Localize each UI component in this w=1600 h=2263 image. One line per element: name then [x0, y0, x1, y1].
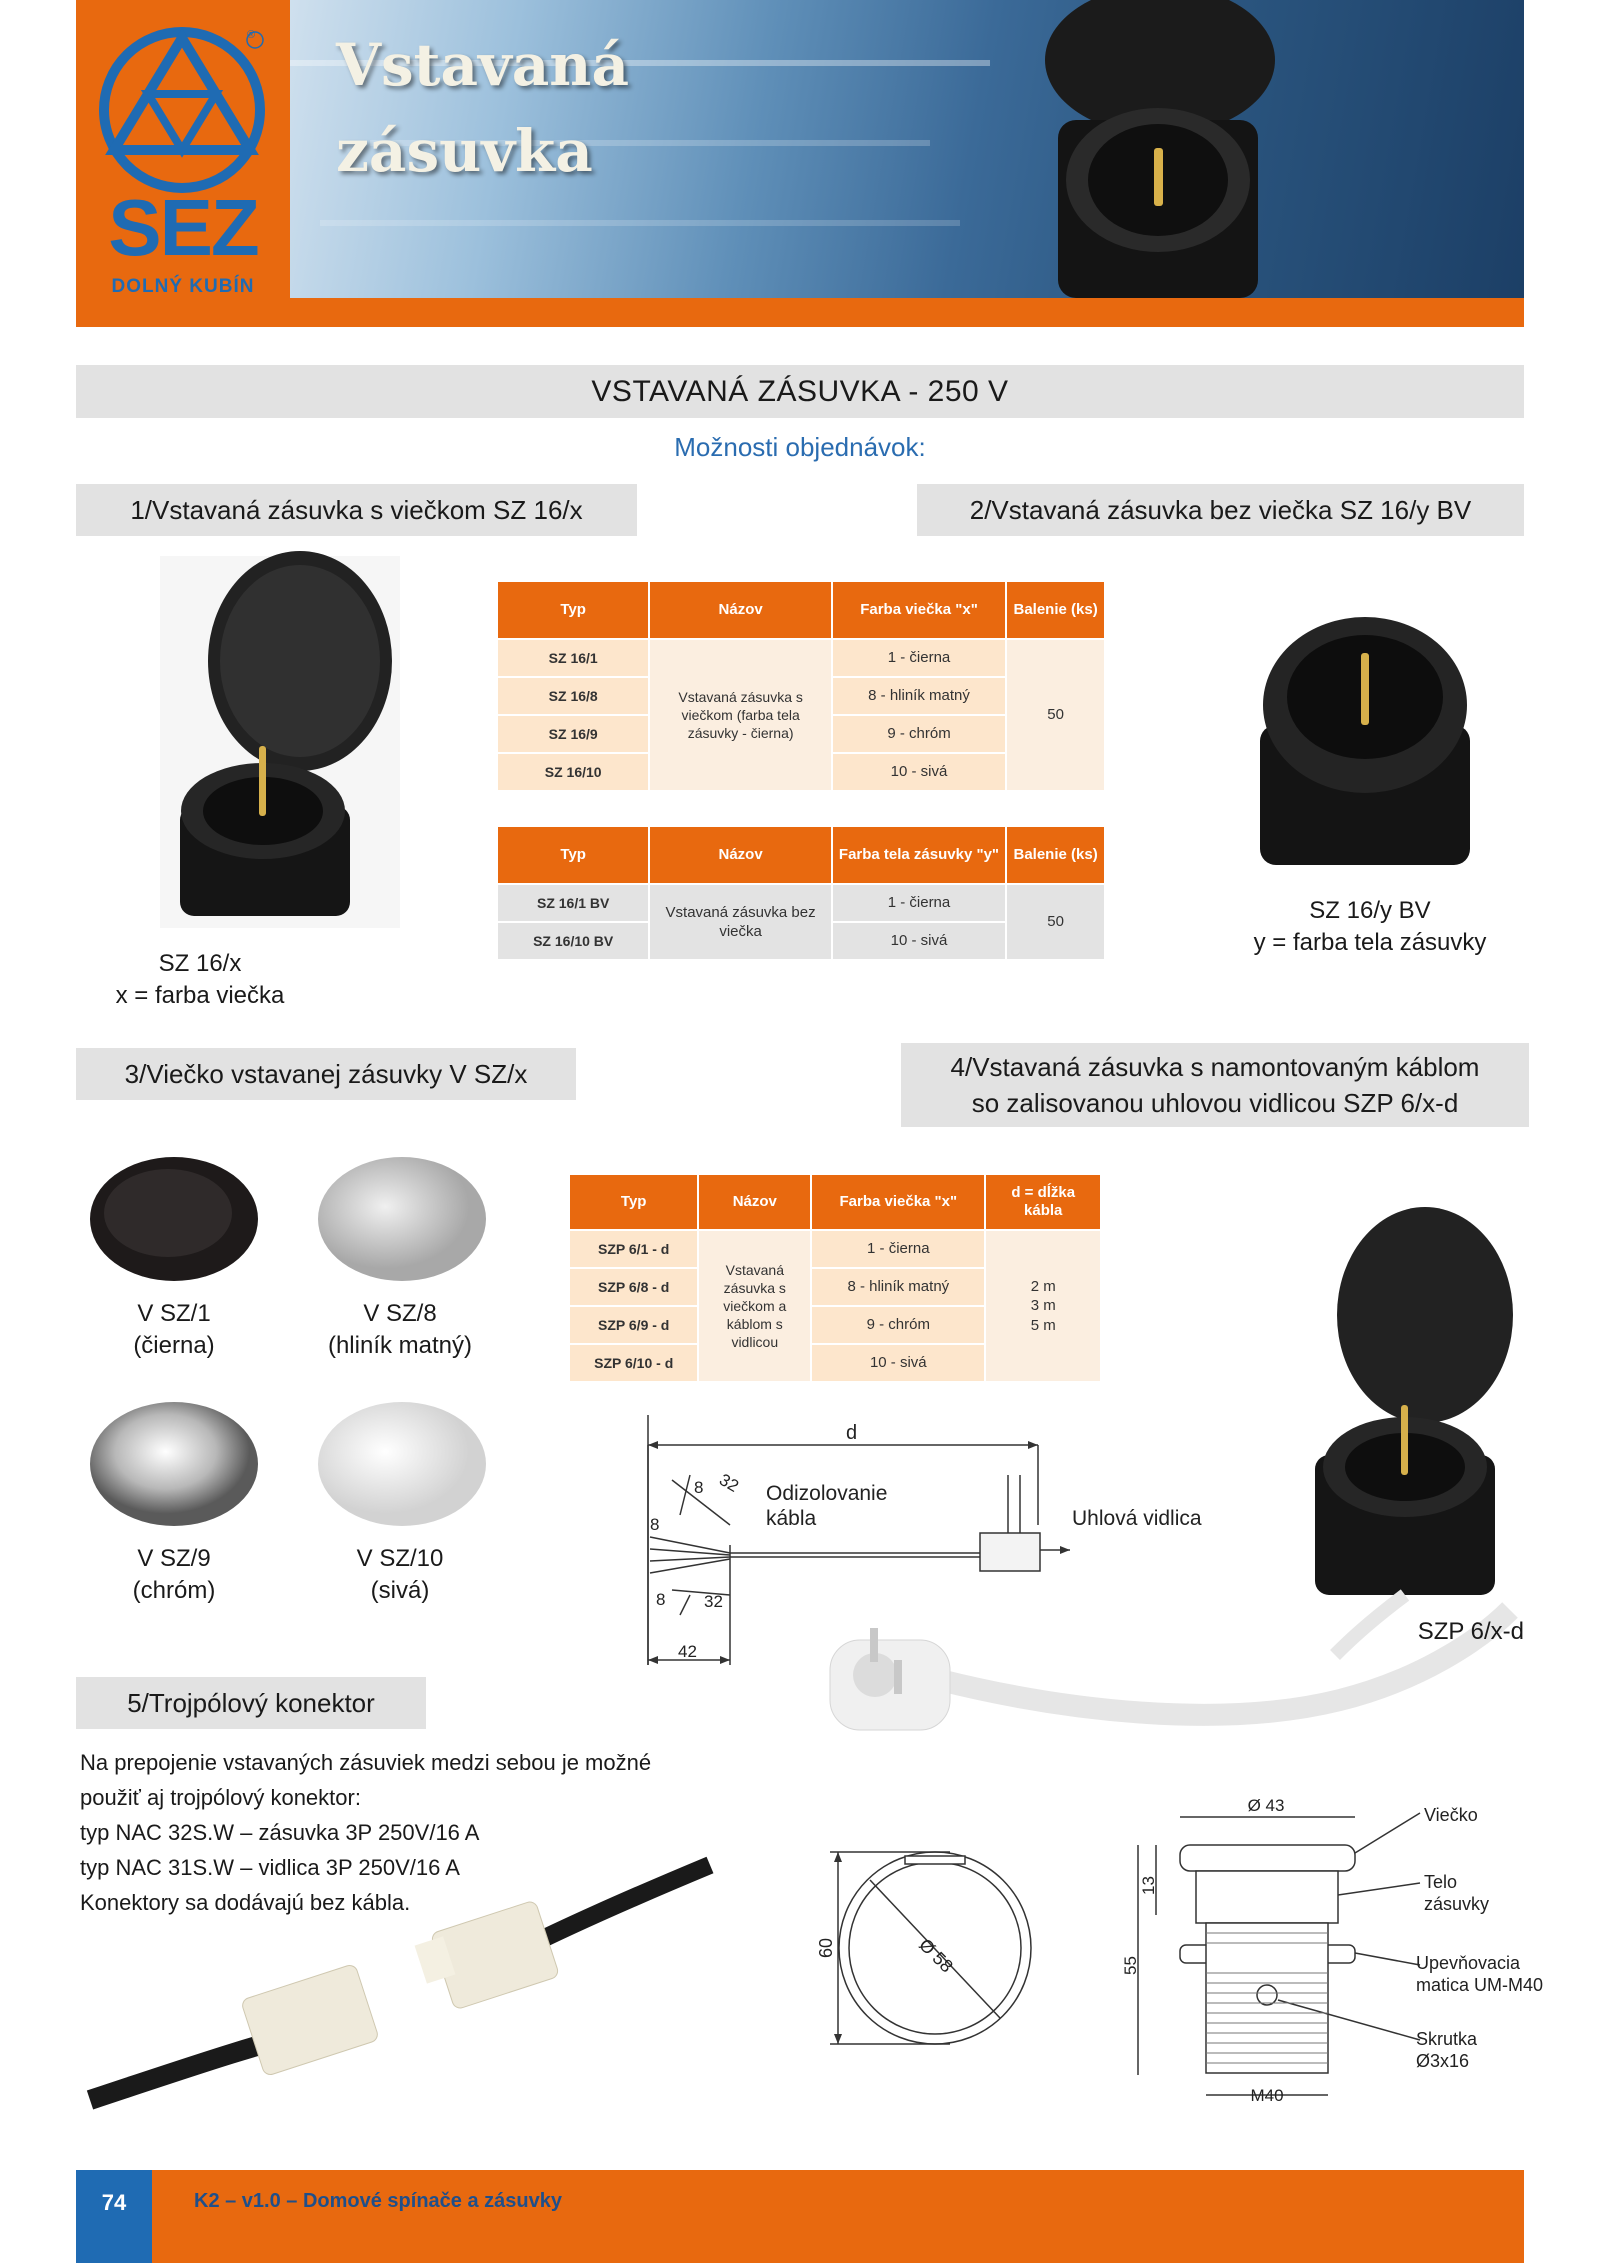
col-header-color: Farba tela zásuvky "y" [832, 826, 1006, 884]
col-header-color: Farba viečka "x" [832, 581, 1006, 639]
label-plug: Uhlová vidlica [1072, 1507, 1202, 1530]
table-cell-name: Vstavaná zásuvka bez viečka [649, 884, 831, 960]
table-cell-color: 1 - čierna [832, 639, 1006, 677]
cap-code: V SZ/1 [137, 1300, 211, 1327]
dim-8-left: 8 [650, 1515, 660, 1534]
brand-logo [76, 0, 290, 298]
cap-grey-photo [316, 1400, 488, 1528]
label-strip: Odizolovanie [766, 1482, 888, 1505]
cap-caption [74, 1543, 274, 1608]
section5-line: Konektory sa dodávajú bez kábla. [80, 1890, 411, 1915]
cap-code: V SZ/10 [356, 1545, 444, 1572]
dim-55: 55 [1121, 1956, 1140, 1975]
table-cell-color: 1 - čierna [832, 884, 1006, 922]
main-title: VSTAVANÁ ZÁSUVKA - 250 V [76, 365, 1524, 418]
section1-caption-desc: x = farba viečka [115, 982, 285, 1010]
table-szp6 [568, 1173, 1102, 1383]
cap-aluminium-photo [316, 1155, 488, 1283]
page-number: 74 [76, 2170, 152, 2263]
table-cell-color: 8 - hliník matný [832, 677, 1006, 715]
table-cell-pack: 50 [1006, 639, 1105, 791]
cap-caption [300, 1543, 500, 1608]
label-screw: Skrutka [1416, 2029, 1478, 2049]
section1-title: 1/Vstavaná zásuvka s viečkom SZ 16/x [76, 484, 637, 536]
table-cell-code: SZ 16/10 [497, 753, 649, 791]
section2-caption [1220, 895, 1520, 960]
col-header-name: Názov [649, 826, 831, 884]
cap-chrome-photo [88, 1400, 260, 1528]
col-header-pack: Balenie (ks) [1006, 826, 1105, 884]
table-cell-code: SZP 6/9 - d [569, 1306, 698, 1344]
label-nut-2: matica UM-M40 [1416, 1975, 1544, 1995]
label-body-2: zásuvky [1424, 1894, 1490, 1914]
section4-title [901, 1043, 1529, 1127]
col-header-type: Typ [569, 1174, 698, 1230]
section2-caption-desc: y = farba tela zásuvky [1253, 929, 1487, 957]
section5-line: Na prepojenie vstavaných zásuviek medzi sebou je možné [80, 1750, 652, 1775]
cap-black-photo [88, 1155, 260, 1283]
label-body: Telo [1424, 1872, 1458, 1892]
section4-title-line2: so zalisovanou uhlovou vidlicou SZP 6/x-d [971, 1088, 1459, 1118]
section5-line: typ NAC 32S.W – zásuvka 3P 250V/16 A [80, 1820, 480, 1845]
section2-caption-code: SZ 16/y BV [1309, 897, 1431, 924]
table-cell-code: SZ 16/10 BV [497, 922, 649, 960]
table-cell-color: 10 - sivá [832, 753, 1006, 791]
dim-58: Ø 58 [915, 1934, 957, 1977]
label-cap: Viečko [1424, 1805, 1478, 1825]
dim-m40: M40 [1250, 2086, 1284, 2105]
socket-with-cap-photo [160, 556, 400, 928]
dim-8-top: 8 [694, 1478, 704, 1497]
col-header-type: Typ [497, 826, 649, 884]
dim-d: d [846, 1422, 858, 1444]
col-header-length: d = dĺžka kábla [985, 1174, 1101, 1230]
section4-title-line1: 4/Vstavaná zásuvka s namontovaným káblom [950, 1051, 1480, 1082]
header-socket-photo [1010, 0, 1290, 298]
table-cell-color: 9 - chróm [832, 715, 1006, 753]
col-header-name: Názov [649, 581, 831, 639]
table-cell-pack: 50 [1006, 884, 1105, 960]
cap-code: V SZ/8 [363, 1300, 437, 1327]
table-cell-lengths [985, 1230, 1101, 1382]
dim-60: 60 [816, 1937, 836, 1958]
table-cell-code: SZP 6/8 - d [569, 1268, 698, 1306]
section2-title: 2/Vstavaná zásuvka bez viečka SZ 16/y BV [917, 484, 1524, 536]
dim-13: 13 [1139, 1876, 1158, 1895]
cap-color: (hliník matný) [327, 1332, 473, 1360]
cap-caption [300, 1298, 500, 1363]
table-cell-code: SZ 16/1 [497, 639, 649, 677]
table-cell-code: SZP 6/10 - d [569, 1344, 698, 1382]
cap-code: V SZ/9 [137, 1545, 211, 1572]
socket-top-view-drawing [770, 1838, 1060, 2088]
table-cell-color: 8 - hliník matný [811, 1268, 985, 1306]
table-cell-code: SZ 16/1 BV [497, 884, 649, 922]
brand-location: DOLNÝ KUBÍN [111, 276, 255, 297]
section1-caption [100, 948, 300, 1013]
order-options-subtitle: Možnosti objednávok: [674, 432, 926, 462]
col-header-color: Farba viečka "x" [811, 1174, 985, 1230]
section5-line: typ NAC 31S.W – vidlica 3P 250V/16 A [80, 1855, 460, 1880]
dim-32-bottom: 32 [704, 1592, 723, 1611]
label-screw-2: Ø3x16 [1416, 2051, 1470, 2071]
connector-photo [90, 1860, 710, 2120]
table-cell-color: 1 - čierna [811, 1230, 985, 1268]
dim-32-top: 32 [716, 1470, 742, 1496]
table-sz16 [496, 580, 1106, 792]
footer-band [76, 2170, 1524, 2263]
col-header-pack: Balenie (ks) [1006, 581, 1105, 639]
table-cell-name: Vstavaná zásuvka s viečkom (farba tela zásuvky - čierna) [649, 639, 831, 791]
cap-color: (sivá) [370, 1577, 430, 1605]
dim-43: Ø 43 [1247, 1796, 1285, 1815]
cap-color: (chróm) [132, 1577, 216, 1605]
dim-8-bottom: 8 [656, 1590, 666, 1609]
page-title-line1: Vstavaná [336, 31, 630, 99]
table-cell-color: 10 - sivá [832, 922, 1006, 960]
length-value: 5 m [1030, 1316, 1056, 1334]
section1-caption-code: SZ 16/x [158, 950, 242, 977]
label-nut: Upevňovacia [1416, 1953, 1521, 1973]
footer-text: K2 – v1.0 – Domové spínače a zásuvky [194, 2190, 562, 2212]
cap-color: (čierna) [133, 1332, 215, 1360]
table-cell-code: SZ 16/8 [497, 677, 649, 715]
page-title-line2: zásuvka [336, 117, 593, 185]
table-cell-code: SZP 6/1 - d [569, 1230, 698, 1268]
brand-name: SEZ [108, 183, 258, 272]
table-cell-code: SZ 16/9 [497, 715, 649, 753]
cap-caption [74, 1298, 274, 1363]
length-value: 3 m [1030, 1297, 1056, 1315]
section5-line: použiť aj trojpólový konektor: [80, 1785, 361, 1810]
length-value: 2 m [1030, 1277, 1056, 1295]
socket-without-cap-photo [1250, 605, 1480, 875]
col-header-type: Typ [497, 581, 649, 639]
socket-side-view-drawing [1110, 1795, 1544, 2115]
label-strip-2: kábla [766, 1507, 817, 1530]
table-cell-name: Vstavaná zásuvka s viečkom a káblom s vidlicou [698, 1230, 811, 1382]
dim-42: 42 [678, 1642, 697, 1661]
socket-with-cable-photo [1305, 1205, 1525, 1655]
table-sz16-bv [496, 825, 1106, 961]
table-cell-color: 9 - chróm [811, 1306, 985, 1344]
section3-title: 3/Viečko vstavanej zásuvky V SZ/x [76, 1048, 576, 1100]
section5-title: 5/Trojpólový konektor [76, 1677, 426, 1729]
section4-caption: SZP 6/x-d [1417, 1618, 1524, 1645]
col-header-name: Názov [698, 1174, 811, 1230]
registered-mark: ® [247, 29, 256, 41]
table-cell-color: 10 - sivá [811, 1344, 985, 1382]
